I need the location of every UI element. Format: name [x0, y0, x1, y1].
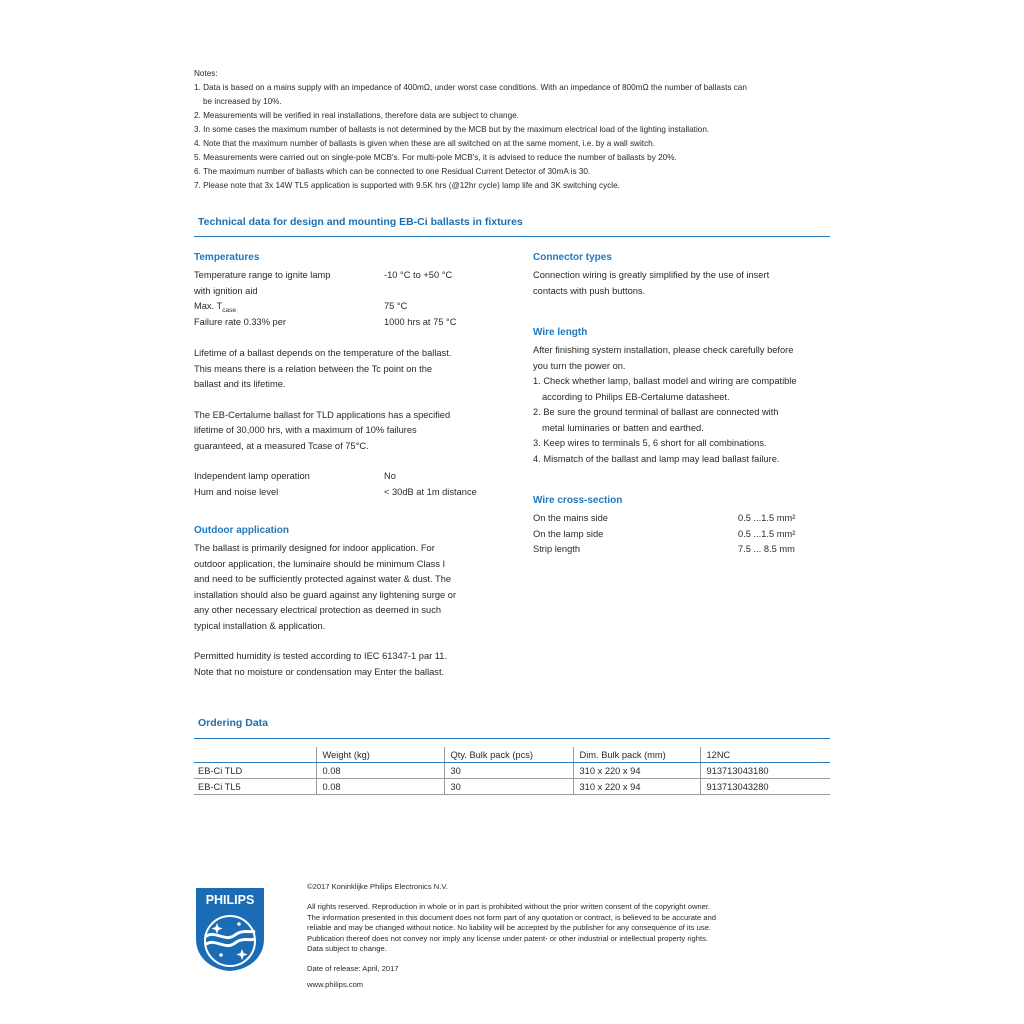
ordering-header: Weight (kg) [316, 747, 444, 763]
right-column [533, 252, 833, 558]
operation-table [194, 469, 504, 500]
operation-row-value: No [384, 471, 396, 481]
ordering-cell: 30 [444, 763, 573, 779]
ordering-header-row [194, 747, 830, 763]
ordering-header [194, 747, 316, 763]
operation-row-label: Hum and noise level [194, 486, 279, 497]
note-1: 1. Data is based on a mains supply with an impedance of 400mΩ, under worst case conditions. With an impedance of 800mΩ the number of ballasts can [194, 83, 747, 92]
wire-length-text: After finishing system installation, please check carefully before you turn the power on. 1. Check whether lamp, ballast model and wiring are compatible according to Philips EB-Certalume datasheet. 2. Be sure the ground terminal of ballast are connected with metal luminaries or batten and earthed. 3. Keep wires to terminals 5, 6 short for all combinations. 4. Mismatch of the ballast and lamp may lead ballast failure. [533, 345, 797, 464]
temp-row-label: Temperature range to ignite lamp [194, 270, 331, 280]
temp-row-label: Max. $T_{case}$ [194, 301, 236, 314]
note-5: 5. Measurements were carried out on single-pole MCB's. For multi-pole MCB's, it is advised to reduce the number of ballasts by 20%. [194, 153, 677, 162]
note-7: 7. Please note that 3x 14W TL5 application is supported with 9.5K hrs (@12hr cycle) lamp life and 3K switching cycle. [194, 181, 620, 190]
operation-row-label: Independent lamp operation [194, 471, 310, 481]
notes-block [194, 67, 834, 193]
operation-row [194, 469, 504, 485]
left-column [194, 252, 504, 680]
wire-cross-row [533, 527, 833, 543]
temp-row-label: with ignition aid [194, 285, 258, 296]
wire-cross-label: Strip length [533, 544, 581, 554]
note-4: 4. Note that the maximum number of ballasts is given when these are all switched on at the same moment, i.e. by a wall switch. [194, 139, 655, 148]
temp-row [194, 268, 504, 284]
operation-row [194, 485, 504, 501]
ordering-header: 12NC [700, 747, 830, 763]
ordering-rule [194, 738, 830, 739]
notes-title: Notes: [194, 69, 218, 78]
lifetime-paragraph: Lifetime of a ballast depends on the temperature of the ballast. This means there is a relation between the Tc point on the ballast and its lifetime. [194, 348, 452, 389]
temp-row-value: 75 °C [384, 301, 408, 311]
table-row [194, 779, 830, 795]
ordering-header: Qty. Bulk pack (pcs) [444, 747, 573, 763]
temp-row [194, 284, 504, 300]
note-1-continued: be increased by 10%. [203, 97, 282, 106]
wire-cross-label: On the mains side [533, 513, 608, 523]
wire-cross-row [533, 542, 833, 558]
technical-section-title: Technical data for design and mounting EB-Ci ballasts in fixtures [198, 216, 523, 228]
wire-length-title: Wire length [533, 327, 588, 338]
wire-cross-value: 0.5 ...1.5 mm² [738, 528, 796, 539]
table-row [194, 763, 830, 779]
ordering-cell: 913713043280 [700, 779, 830, 795]
connector-text: Connection wiring is greatly simplified by the use of insert contacts with push buttons. [533, 270, 770, 296]
website-link[interactable]: www.philips.com [307, 980, 364, 989]
temp-row [194, 315, 504, 331]
certalume-paragraph: The EB-Certalume ballast for TLD applications has a specified lifetime of 30,000 hrs, with a maximum of 10% failures guaranteed, at a measured Tcase of 75°C. [194, 409, 451, 451]
ordering-cell: EB-Ci TL5 [194, 779, 316, 795]
wire-cross-value: 0.5 ...1.5 mm² [738, 513, 796, 523]
connector-title: Connector types [533, 252, 612, 263]
temp-row-value: 1000 hrs at 75 °C [384, 316, 457, 327]
wire-cross-table [533, 511, 833, 558]
ordering-cell: 0.08 [316, 763, 444, 779]
copyright-text: ©2017 Koninklijke Philips Electronics N.V. [307, 882, 448, 891]
ordering-header: Dim. Bulk pack (mm) [573, 747, 700, 763]
wire-cross-title: Wire cross-section [533, 495, 623, 506]
ordering-title: Ordering Data [198, 717, 269, 729]
release-date: Date of release: April, 2017 [307, 964, 399, 973]
temperatures-title: Temperatures [194, 252, 260, 263]
note-3: 3. In some cases the maximum number of ballasts is not determined by the MCB but by the maximum electrical load of the lighting installation. [194, 125, 710, 134]
ordering-cell: 30 [444, 779, 573, 795]
note-2: 2. Measurements will be verified in real installations, therefore data are subject to change. [194, 111, 519, 120]
svg-text:PHILIPS: PHILIPS [205, 893, 255, 907]
temperatures-table [194, 268, 504, 330]
note-6: 6. The maximum number of ballasts which can be connected to one Residual Current Detector of 30mA is 30. [194, 167, 591, 176]
ordering-cell: 310 x 220 x 94 [573, 779, 700, 795]
temp-row-label: Failure rate 0.33% per [194, 316, 286, 327]
philips-logo-icon [195, 887, 265, 972]
outdoor-title: Outdoor application [194, 525, 289, 536]
rights-text: All rights reserved. Reproduction in whole or in part is prohibited without the prior written consent of the copyright owner. The information presented in this document does not form part of any quotation or contract, is believed to be accurate and reliable and may be changed without notice. No liability will be accepted by the publisher for any consequence of its use. Publication thereof does not convey nor imply any license under patent- or other industrial or intellectual property rights. Data subject to change. [307, 902, 717, 953]
ordering-cell: 0.08 [316, 779, 444, 795]
humidity-paragraph: Permitted humidity is tested according to IEC 61347-1 par 11. Note that no moisture or condensation may Enter the ballast. [194, 651, 448, 677]
wire-cross-label: On the lamp side [533, 528, 604, 539]
operation-row-value: < 30dB at 1m distance [384, 486, 477, 497]
wire-cross-value: 7.5 ... 8.5 mm [738, 544, 795, 554]
technical-rule [194, 236, 830, 237]
temp-row [194, 299, 504, 315]
ordering-cell: 310 x 220 x 94 [573, 763, 700, 779]
outdoor-paragraph: The ballast is primarily designed for indoor application. For outdoor application, the luminaire should be minimum Class I and need to be sufficiently protected against water & dust. The installation should also be guard against any lightening surge or any other necessary electrical protection as deemed in such typical installation & application. [194, 543, 457, 631]
temp-row-value: -10 °C to +50 °C [384, 270, 453, 280]
wire-cross-row [533, 511, 833, 527]
ordering-cell: 913713043180 [700, 763, 830, 779]
ordering-cell: EB-Ci TLD [194, 763, 316, 779]
ordering-table [194, 747, 830, 795]
